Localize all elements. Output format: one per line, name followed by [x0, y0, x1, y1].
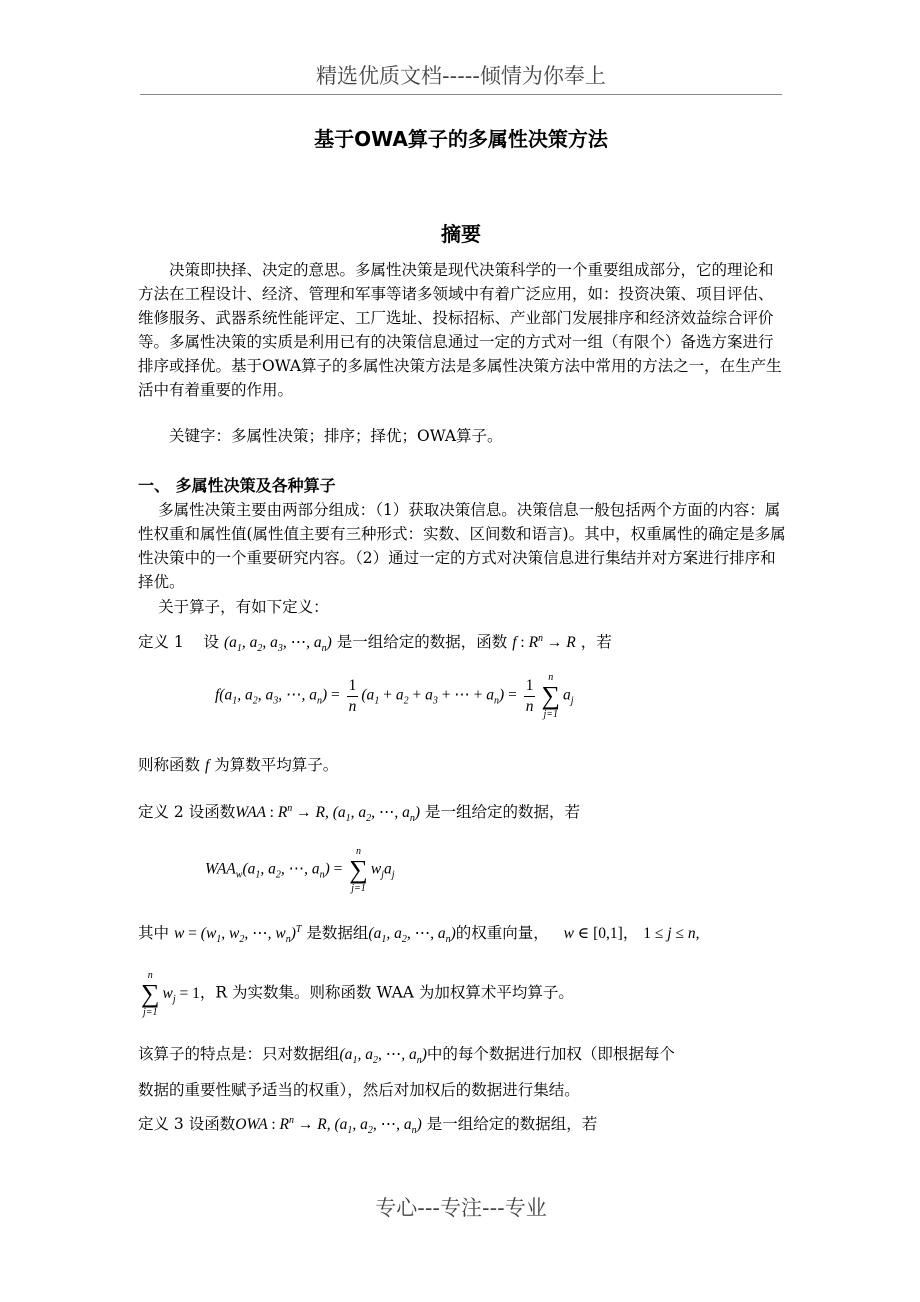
- arithmetic-mean-formula: $f(a_1$, $a_2$, $a_3$, ⋯, $a_n$) = $\frac{1}{n}$ ($a_1 + a_2 + a_3$ + ⋯ + $a_n$) = $\frac{1}{n}$ n ∑ j=1 $a_j$: [215, 672, 574, 720]
- abstract-heading: 摘要: [441, 222, 481, 246]
- def1-function: f : $R^n \to R$: [512, 632, 576, 651]
- fraction-one-over-n-2: $\frac{1}{n}$: [525, 676, 534, 715]
- def2-function: WAA : $R^n \to R$, ($a_1$, $a_2$, ⋯, $a_n$): [235, 802, 421, 825]
- definition-3: 定义 3 设函数OWA : $R^n \to R$, ($a_1$, $a_2$, ⋯, $a_n$) 是一组给定的数据组，若: [138, 1114, 598, 1137]
- def1-tuple: ($a_1$, $a_2$, $a_3$, ⋯, $a_n$): [223, 634, 332, 655]
- keywords-line: 关键字：多属性决策；排序；择优；OWA算子。: [169, 427, 503, 445]
- summation-symbol: n ∑ j=1: [141, 970, 160, 1018]
- abstract-paragraph: 决策即抉择、决定的意思。多属性决策是现代决策科学的一个重要组成部分，它的理论和方法在工程设计、经济、管理和军事等诸多领域中有着广泛应用，如：投资决策、项目评估、维修服务、武器系统性能评定、工厂选址、投标招标、产业部门发展排序和经济效益综合评价等。多属性决策的实质是利用已有的决策信息通过一定的方式对一组（有限个）备选方案进行排序或择优。基于OWA算子的多属性决策方法是多属性决策方法中常用的方法之一，在生产生活中有着重要的作用。: [138, 261, 782, 399]
- def1-conclusion: 则称函数 f 为算数平均算子。: [138, 756, 339, 774]
- section-1-heading: 一、 多属性决策及各种算子: [138, 476, 336, 495]
- summation-symbol: n ∑ j=1: [541, 672, 561, 720]
- def2-weights: 其中 $w = (w_1$, $w_2$, ⋯, $w_n)^T$ 是数据组($a_1$, $a_2$, ⋯, $a_n$)的权重向量， w ∈ [0,1]， 1 ≤ j ≤ n,: [138, 923, 700, 946]
- definition-2: 定义 2 设函数WAA : $R^n \to R$, ($a_1$, $a_2$, ⋯, $a_n$) 是一组给定的数据，若: [138, 802, 581, 825]
- feature-line-2: 数据的重要性赋予适当的权重），然后对加权后的数据进行集结。: [138, 1081, 580, 1099]
- definition-1: [138, 630, 612, 654]
- page-header: 精选优质文档-----倾情为你奉上: [140, 58, 782, 95]
- def1-suffix: ，若: [580, 633, 612, 651]
- def3-label: 定义 3: [138, 1115, 184, 1133]
- fraction-one-over-n: $\frac{1}{n}$: [348, 676, 357, 715]
- operator-intro: 关于算子，有如下定义：: [158, 598, 329, 616]
- def2-conclusion: n ∑ j=1 $w_j = 1$，R 为实数集。则称函数 WAA 为加权算术平均算子。: [141, 970, 574, 1018]
- waa-formula: $WAA_w(a_1$, $a_2$, ⋯, $a_n$) = n ∑ j=1 $w_ja_j$: [205, 846, 395, 894]
- def3-function: OWA : $R^n \to R$, ($a_1$, $a_2$, ⋯, $a_n$): [235, 1114, 422, 1137]
- summation-symbol: n ∑ j=1: [349, 846, 368, 894]
- document-title: 基于OWA算子的多属性决策方法: [314, 127, 608, 151]
- feature-line-1: 该算子的特点是：只对数据组($a_1$, $a_2$, ⋯, $a_n$)中的每个数据进行加权（即根据每个: [138, 1045, 675, 1067]
- def1-mid: 是一组给定的数据，函数: [336, 633, 508, 651]
- page-footer: 专心---专注---专业: [375, 1196, 547, 1220]
- def1-prefix: 设: [203, 633, 220, 651]
- def2-label: 定义 2: [138, 803, 184, 821]
- section-1-paragraph: 多属性决策主要由两部分组成：（1）获取决策信息。决策信息一般包括两个方面的内容：属性权重和属性值(属性值主要有三种形式：实数、区间数和语言)。其中，权重属性的确定是多属性决策中的一个重要研究内容。（2）通过一定的方式对决策信息进行集结并对方案进行排序和择优。: [138, 501, 786, 591]
- def1-label: 定义 1: [138, 633, 184, 651]
